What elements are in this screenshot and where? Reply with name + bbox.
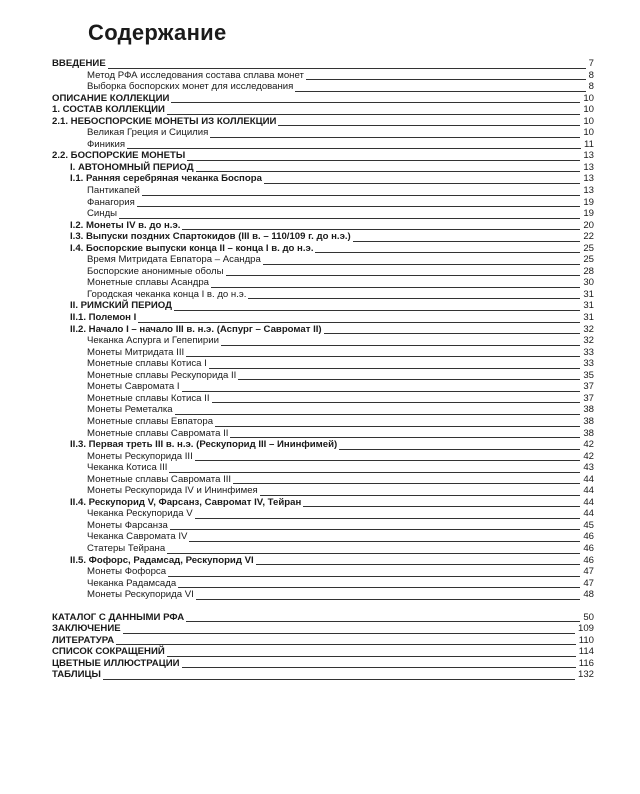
toc-entry-label: Великая Греция и Сицилия — [87, 127, 209, 139]
toc-entry-label: Монеты Рескупорида III — [87, 450, 193, 462]
toc-page-number: 116 — [576, 658, 594, 670]
toc-entry-label: Монетные сплавы Рескупорида II — [87, 369, 237, 381]
toc-entry[interactable] — [52, 462, 594, 474]
toc-entry[interactable] — [52, 623, 594, 635]
toc-entry-label: Фанагория — [87, 196, 135, 208]
toc-page-number: 45 — [580, 520, 594, 532]
toc-entry-label: Чеканка Радамсада — [87, 577, 177, 589]
toc-entry-label: Боспорские анонимные оболы — [87, 265, 224, 277]
toc-entry[interactable] — [52, 254, 594, 266]
toc-page-number: 38 — [580, 404, 594, 416]
toc-page-number: 25 — [580, 243, 594, 255]
toc-entry[interactable] — [52, 508, 594, 520]
toc-leader-line — [52, 633, 594, 634]
toc-entry[interactable] — [52, 243, 594, 255]
toc-entry[interactable] — [52, 300, 594, 312]
toc-page-number: 10 — [580, 104, 594, 116]
toc-entry[interactable] — [52, 266, 594, 278]
toc-entry[interactable] — [52, 127, 594, 139]
toc-entry-label: Монетные сплавы Асандра — [87, 277, 210, 289]
toc-spacer — [52, 601, 594, 612]
toc-entry[interactable] — [52, 646, 594, 658]
toc-entry-label: ЗАКЛЮЧЕНИЕ — [52, 623, 121, 635]
toc-entry[interactable] — [52, 555, 594, 567]
toc-page-number: 110 — [576, 635, 594, 647]
toc-page-number: 33 — [580, 358, 594, 370]
toc-entry-label: II.4. Рескупорид V, Фарсанз, Савромат IV, Тейран — [70, 496, 302, 508]
toc-entry[interactable] — [52, 173, 594, 185]
toc-entry-label: ОПИСАНИЕ КОЛЛЕКЦИИ — [52, 92, 170, 104]
toc-page-number: 37 — [580, 381, 594, 393]
toc-page-number: 48 — [580, 589, 594, 601]
toc-entry[interactable] — [52, 185, 594, 197]
toc-page-number: 25 — [580, 254, 594, 266]
toc-entry-label: II.2. Начало I – начало III в. н.э. (Аспург – Савромат II) — [70, 323, 322, 335]
toc-page-number: 10 — [580, 116, 594, 128]
toc-page-number: 13 — [580, 150, 594, 162]
toc-entry[interactable] — [52, 669, 594, 681]
toc-page-number: 11 — [581, 139, 594, 151]
toc-page-number: 19 — [580, 208, 594, 220]
toc-leader-line — [87, 206, 594, 207]
toc-entry[interactable] — [52, 485, 594, 497]
toc-entry[interactable] — [52, 104, 594, 116]
toc-entry[interactable] — [52, 658, 594, 670]
toc-entry-label: 1. СОСТАВ КОЛЛЕКЦИИ — [52, 104, 165, 116]
toc-entry-label: Монеты Рескупорида IV и Ининфимея — [87, 485, 258, 497]
toc-page-number: 132 — [575, 669, 594, 681]
toc-entry-label: Монетные сплавы Котиса II — [87, 392, 210, 404]
toc-entry[interactable] — [52, 277, 594, 289]
toc-page-number: 13 — [580, 173, 594, 185]
toc-entry[interactable] — [52, 70, 594, 82]
toc-page-number: 10 — [580, 127, 594, 139]
toc-entry-label: Монеты Савромата I — [87, 381, 180, 393]
toc-entry-label: II.3. Первая треть III в. н.э. (Рескупорид III – Ининфимей) — [70, 439, 338, 451]
toc-page-number: 22 — [580, 231, 594, 243]
toc-entry[interactable] — [52, 612, 594, 624]
toc-entry[interactable] — [52, 416, 594, 428]
toc-entry-label: 2.2. БОСПОРСКИЕ МОНЕТЫ — [52, 150, 186, 162]
toc-page-number: 19 — [580, 197, 594, 209]
toc-entry-label: ЛИТЕРАТУРА — [52, 634, 115, 646]
toc-entry-label: Метод РФА исследования состава сплава монет — [87, 69, 304, 81]
toc-entry[interactable] — [52, 370, 594, 382]
toc-page-number: 44 — [580, 497, 594, 509]
toc-entry[interactable] — [52, 531, 594, 543]
toc-entry[interactable] — [52, 81, 594, 93]
toc-entry-label: I.4. Боспорские выпуски конца II – конца I в. до н.э. — [70, 242, 314, 254]
toc-entry[interactable] — [52, 150, 594, 162]
toc-entry[interactable] — [52, 404, 594, 416]
toc-entry[interactable] — [52, 231, 594, 243]
toc-page-number: 37 — [580, 393, 594, 405]
toc-page-number: 47 — [580, 566, 594, 578]
toc-entry-label: Время Митридата Евпатора – Асандра — [87, 254, 261, 266]
toc-entry[interactable] — [52, 393, 594, 405]
toc-entry[interactable] — [52, 220, 594, 232]
toc-entry-label: Чеканка Рескупорида V — [87, 508, 193, 520]
toc-page-number: 38 — [580, 428, 594, 440]
toc-page-number: 13 — [580, 162, 594, 174]
toc-entry-label: I.2. Монеты IV в. до н.э. — [70, 219, 181, 231]
toc-page-number: 35 — [580, 370, 594, 382]
table-of-contents — [52, 58, 594, 681]
toc-page-number: 42 — [580, 439, 594, 451]
toc-entry[interactable] — [52, 589, 594, 601]
toc-entry[interactable] — [52, 116, 594, 128]
toc-leader-line — [87, 148, 594, 149]
toc-entry[interactable] — [52, 58, 594, 70]
toc-entry[interactable] — [52, 93, 594, 105]
page-title: Содержание — [88, 20, 227, 45]
toc-page-number: 44 — [580, 485, 594, 497]
toc-entry[interactable] — [52, 335, 594, 347]
toc-page-number: 32 — [580, 324, 594, 336]
toc-page-number: 30 — [580, 277, 594, 289]
toc-entry-label: СПИСОК СОКРАЩЕНИЙ — [52, 646, 165, 658]
toc-page-number: 44 — [580, 508, 594, 520]
toc-entry-label: КАТАЛОГ С ДАННЫМИ РФА — [52, 611, 185, 623]
toc-entry-label: Монеты Фофорса — [87, 566, 167, 578]
toc-page-number: 8 — [586, 81, 594, 93]
toc-entry-label: 2.1. НЕБОСПОРСКИЕ МОНЕТЫ ИЗ КОЛЛЕКЦИИ — [52, 115, 277, 127]
toc-page-number: 109 — [575, 623, 594, 635]
toc-entry-label: Монеты Фарсанза — [87, 519, 168, 531]
toc-entry[interactable] — [52, 451, 594, 463]
toc-entry[interactable] — [52, 520, 594, 532]
toc-entry-label: Монетные сплавы Евпатора — [87, 415, 214, 427]
toc-entry[interactable] — [52, 439, 594, 451]
toc-page-number: 43 — [580, 462, 594, 474]
toc-page-number: 31 — [580, 289, 594, 301]
toc-entry[interactable] — [52, 347, 594, 359]
toc-entry[interactable] — [52, 566, 594, 578]
toc-page-number: 114 — [576, 646, 594, 658]
toc-entry-label: I.3. Выпуски поздних Спартокидов (III в. – 110/109 г. до н.э.) — [70, 231, 351, 243]
toc-page-number: 20 — [580, 220, 594, 232]
toc-page-number: 50 — [580, 612, 594, 624]
toc-entry-label: I.1. Ранняя серебряная чеканка Боспора — [70, 173, 262, 185]
toc-entry-label: Статеры Тейрана — [87, 542, 166, 554]
toc-entry[interactable] — [52, 381, 594, 393]
toc-entry[interactable] — [52, 543, 594, 555]
toc-page-number: 44 — [580, 474, 594, 486]
toc-entry-label: Финикия — [87, 138, 126, 150]
toc-page-number: 32 — [580, 335, 594, 347]
toc-leader-line — [87, 218, 594, 219]
toc-entry-label: Монеты Реметалка — [87, 404, 173, 416]
toc-entry[interactable] — [52, 312, 594, 324]
toc-page-number: 13 — [580, 185, 594, 197]
toc-page-number: 10 — [580, 93, 594, 105]
toc-page-number: 46 — [580, 543, 594, 555]
toc-page-number: 46 — [580, 555, 594, 567]
toc-entry-label: II.1. Полемон I — [70, 312, 137, 324]
toc-leader-line — [52, 679, 594, 680]
toc-entry[interactable] — [52, 358, 594, 370]
toc-entry[interactable] — [52, 474, 594, 486]
toc-entry-label: Городская чеканка конца I в. до н.э. — [87, 288, 247, 300]
toc-page-number: 38 — [580, 416, 594, 428]
toc-entry-label: ВВЕДЕНИЕ — [52, 58, 106, 69]
toc-entry-label: Чеканка Котиса III — [87, 462, 168, 474]
toc-entry[interactable] — [52, 635, 594, 647]
toc-entry[interactable] — [52, 428, 594, 440]
toc-page-number: 33 — [580, 347, 594, 359]
toc-entry-label: II.5. Фофорс, Радамсад, Рескупорид VI — [70, 554, 254, 566]
toc-entry-label: Пантикапей — [87, 185, 140, 197]
toc-entry-label: Монетные сплавы Савромата II — [87, 427, 229, 439]
toc-leader-line — [87, 195, 594, 196]
toc-entry-label: Монетные сплавы Котиса I — [87, 358, 207, 370]
toc-entry[interactable] — [52, 162, 594, 174]
toc-page-number: 8 — [586, 70, 594, 82]
toc-page-number: 7 — [586, 58, 594, 70]
toc-entry[interactable] — [52, 289, 594, 301]
toc-page-number: 47 — [580, 578, 594, 590]
toc-entry-label: Выборка боспорских монет для исследования — [87, 81, 294, 93]
toc-entry-label: I. АВТОНОМНЫЙ ПЕРИОД — [70, 161, 194, 173]
toc-page-number: 28 — [580, 266, 594, 278]
toc-entry-label: Монетные сплавы Савромата III — [87, 473, 232, 485]
toc-entry[interactable] — [52, 497, 594, 509]
toc-entry[interactable] — [52, 324, 594, 336]
toc-entry-label: Чеканка Аспурга и Гепепирии — [87, 335, 219, 347]
toc-entry[interactable] — [52, 197, 594, 209]
toc-entry-label: II. РИМСКИЙ ПЕРИОД — [70, 300, 172, 312]
toc-page-number: 31 — [580, 312, 594, 324]
toc-page-number: 46 — [580, 531, 594, 543]
toc-entry-label: Монеты Рескупорида VI — [87, 589, 194, 601]
toc-entry-label: ЦВЕТНЫЕ ИЛЛЮСТРАЦИИ — [52, 657, 180, 669]
toc-entry-label: Синды — [87, 208, 118, 220]
toc-page-number: 42 — [580, 451, 594, 463]
toc-leader-line — [52, 68, 594, 69]
toc-entry-label: Чеканка Савромата IV — [87, 531, 188, 543]
toc-entry[interactable] — [52, 208, 594, 220]
toc-entry[interactable] — [52, 139, 594, 151]
toc-entry-label: ТАБЛИЦЫ — [52, 669, 101, 681]
toc-entry-label: Монеты Митридата III — [87, 346, 185, 358]
toc-leader-line — [70, 322, 594, 323]
toc-page-number: 31 — [580, 300, 594, 312]
toc-entry[interactable] — [52, 578, 594, 590]
